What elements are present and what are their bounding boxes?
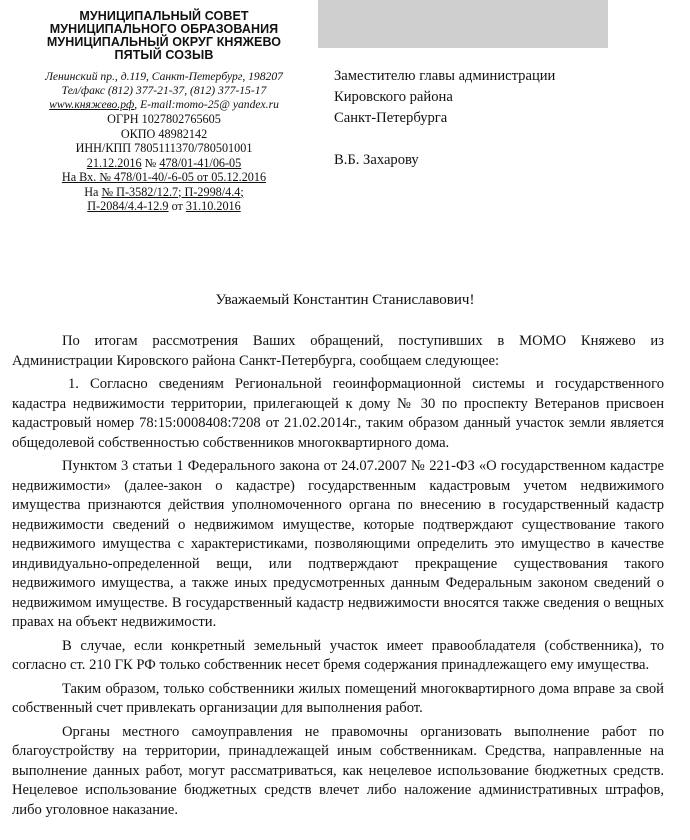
letter-body [12, 332, 664, 824]
addressee-line: Заместителю главы администрации [334, 68, 556, 84]
letterhead [14, 10, 314, 214]
body-paragraph: По итогам рассмотрения Ваших обращений, поступивших в МОМО Княжево из Администрации Кировского района Санкт-Петербурга, сообщаем следующее: [12, 333, 664, 369]
redacted-block [318, 0, 608, 48]
council-contacts [14, 98, 314, 112]
inn-kpp: ИНН/КПП 7805111370/780501001 [75, 141, 253, 155]
body-paragraph: Таким образом, только собственники жилых помещений многоквартирного дома вправе за свой собственный счет привлекать организации для выполнения работ. [12, 680, 664, 716]
body-paragraph: 1. Согласно сведениям Региональной геоинформационной системы и государственного кадастра недвижимости территории, прилегающей к дому № 30 по проспекту Ветеранов присвоен кадастровый номер 78:15:0008408:7208 от 21.02.2014г., таким образом данный участок земли является общедолевой собственностью собственников многоквартирного дома. [12, 376, 664, 451]
outgoing-no-value: 478/01-41/06-05 [159, 155, 242, 170]
addressee-name: В.Б. Захарову [334, 152, 419, 168]
reference-number-tail: П-2084/4.4-12.9 [87, 199, 169, 213]
addressee-line: Кировского района [334, 89, 453, 105]
body-paragraph: Органы местного самоуправления не правомочны организовать выполнение работ по благоустройству на территории, принадлежащей иным собственникам. Средства, направленные на выполнение данных работ, могут рассматриваться, как нецелевое использование бюджетных средств. Нецелевое использование бюджетных средств влечет либо наложение административных штрафов, либо уголовное наказание. [12, 723, 664, 818]
council-name-line: МУНИЦИПАЛЬНЫЙ ОКРУГ КНЯЖЕВО [46, 35, 282, 49]
addressee-line: Санкт-Петербурга [334, 110, 448, 126]
council-address: Ленинский пр., д.119, Санкт-Петербург, 198207 [45, 70, 283, 83]
incoming-reference: На Вх. № 478/01-40/-6-05 от 05.12.2016 [61, 170, 267, 184]
ogrn: ОГРН 1027802765605 [107, 112, 221, 126]
council-name-line: МУНИЦИПАЛЬНОГО ОБРАЗОВАНИЯ [49, 22, 279, 36]
body-paragraph: Пунктом 3 статьи 1 Федерального закона от 24.07.2007 № 221-ФЗ «О государственном кадастре недвижимости» (далее-закон о кадастре) государственным кадастровым учетом недвижимого имущества признаются действия уполномоченного органа по внесению в государственный кадастр недвижимости сведений о недвижимом имуществе, которые подтверждают существование такого недвижимого имущества с характеристиками, позволяющими определить это имущество в качестве индивидуально-определенной вещи, или подтверждают прекращение существования такого недвижимого имущества, а также иных предусмотренных данным Федеральным законом сведений о недвижимом имуществе. В государственный кадастр недвижимости вносятся также сведения о вещных правах на объект недвижимости. [12, 458, 664, 630]
council-phone: Тел/факс (812) 377-21-37, (812) 377-15-17 [61, 84, 267, 97]
body-paragraph: В случае, если конкретный земельный участок имеет правообладателя (собственника), то согласно ст. 210 ГК РФ только собственник несет бремя содержания принадлежащего ему имущества. [12, 637, 664, 673]
greeting: Уважаемый Константин Станиславович! [215, 292, 475, 308]
council-name-line: МУНИЦИПАЛЬНЫЙ СОВЕТ [79, 9, 249, 23]
outgoing-date: 21.12.2016 [86, 155, 142, 170]
reference-date: 31.10.2016 [185, 199, 241, 213]
council-convocation: ПЯТЫЙ СОЗЫВ [114, 48, 214, 62]
email-text: , E-mail:momo-25@ yandex.ru [134, 98, 279, 111]
outgoing-no-label: № [141, 155, 160, 170]
website-link[interactable]: www.княжево.рф [49, 98, 135, 111]
reference-line-1 [14, 185, 314, 200]
outgoing-number [14, 156, 314, 171]
reference-prefix: На [84, 184, 102, 199]
addressee-block [334, 66, 555, 171]
reference-from-label: от [168, 199, 186, 213]
reference-line-2 [14, 199, 314, 214]
reference-numbers: № П-3582/12.7; П-2998/4.4; [101, 184, 244, 199]
okpo: ОКПО 48982142 [120, 126, 208, 141]
